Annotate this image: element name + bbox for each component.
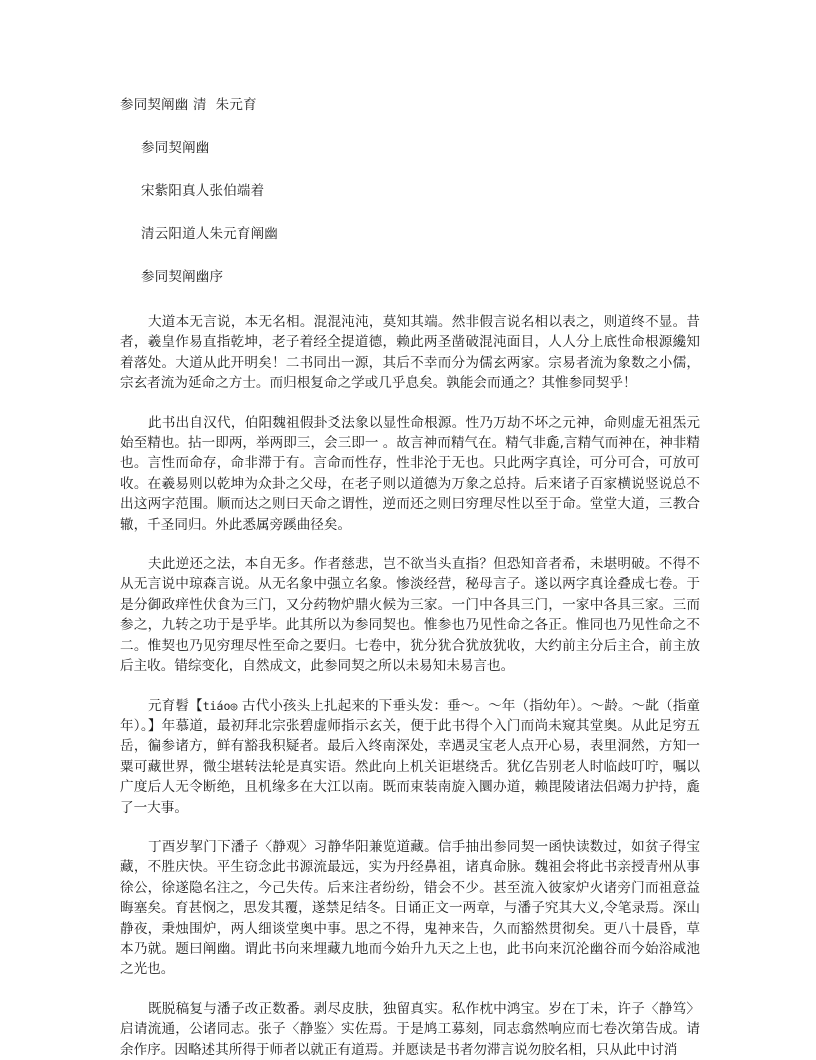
paragraph-2: 此书出自汉代，伯阳魏祖假卦爻法象以显性命根源。性乃万劫不坏之元神，命则虚无祖炁元始至精也。拈一即两，举两即三，会三即一 。故言神而精气在。精气非麁,言精气而神在，神非精也。言性而命存，命非滞于有。言命而性存，性非沦于无也。只此两字真诠，可分可合，可放可收。在羲易则以乾坤为众卦之父母，在老子则以道德为万象之总持。后来诸子百家横说竖说总不出这两字范围。顺而达之则曰天命之谓性，逆而还之则曰穷理尽性以至于命。堂堂大道，三教合辙，千圣同归。外此悉属旁蹊曲径矣。 — [120, 414, 700, 533]
document-title-line: 参同契阐幽 清 朱元育 — [120, 97, 257, 113]
paragraph-4-body: 古代小孩头上扎起来的下垂头发：垂～。～年（指幼年）。～龄。～龀（指童年）。】年慕道，最初拜北宗张碧虚师指示玄关，便于此书得个入门而尚未窥其堂奥。从此足穷五岳，徧参诸方，鲜有豁我积疑者。最后入终南深处，幸遇灵宝老人点开心易，表里洞然，方知一粟可藏世界，微尘堪转法轮是真实语。然此向上机关讵堪绕舌。犹亿告别老人时临歧叮咛，嘱以广度后人无令断绝，且机缘多在大江以南。既而束装南旋入圜办道，赖毘陵诸法侣竭力护持，麁了一大事。 — [120, 697, 700, 816]
paragraph-3: 夫此逆还之法，本自无多。作者慈悲，岂不欲当头直指？但恐知音者希，未堪明破。不得不从无言说中琼森言说。从无名象中强立名象。惨淡经营，秘母言子。遂以两字真诠叠成七卷。于是分御政痒性伏食为三门，又分药物炉鼎火候为三家。一门中各具三门，一家中各具三家。三而参之，九转之功于是乎毕。此其所以为参同契也。惟参也乃见性命之各正。惟同也乃见性命之不二。惟契也乃见穷理尽性至命之要归。七卷中，犹分犹合犹放犹收，大约前主分后主合，前主放后主收。错综变化，自然成文，此参同契之所以未易知未易言也。 — [120, 556, 700, 675]
heading-work-title: 参同契阐幽 — [141, 140, 210, 156]
heading-author-attribution: 宋紫阳真人张伯端着 — [141, 183, 265, 199]
paragraph-6: 既脱稿复与潘子改正数番。剥尽皮肤，独留真实。私作枕中鸿宝。岁在丁未，许子〈静笃〉启请流通，公诸同志。张子〈静鉴〉实佐焉。于是鸠工募刻，同志翕然响应而七卷次第告成。请余作序。因略述其所得于师者以就正有道焉。并愿读是书者勿滞言说勿胶名相，只从此中讨消 — [120, 1000, 700, 1058]
paragraph-1: 大道本无言说，本无名相。混混沌沌，莫知其端。然非假言说名相以表之，则道终不显。昔者，羲皇作易直指乾坤，老子着经全提道德，赖此两圣凿破混沌面目，人人分上底性命根源纔知着落处。大道从此开明矣！二书同出一源，其后不幸而分为儒玄两家。宗易者流为象数之小儒，宗玄者流为延命之方士。而归根复命之学或几乎息矣。孰能会而通之？其惟参同契乎！ — [120, 314, 700, 392]
paragraph-4 — [120, 696, 700, 818]
heading-preface-title: 参同契阐幽序 — [141, 269, 224, 285]
paragraph-4-prefix: 元育髫【 — [148, 697, 203, 714]
heading-commentator-attribution: 清云阳道人朱元育阐幽 — [141, 226, 278, 242]
paragraph-4-pinyin-gloss: tiáo◎ — [202, 698, 238, 713]
paragraph-5: 丁酉岁挈门下潘子〈静观〉习静华阳兼览道藏。信手抽出参同契一函快读数过，如贫子得宝藏，不胜庆快。平生窃念此书源流最远，实为丹经鼻祖，诸真命脉。魏祖会将此书亲授青州从事徐公，徐遂隐名注之，今己失传。后来注者纷纷，错会不少。甚至流入彼家炉火诸旁门而祖意益晦塞矣。育甚悯之，思发其覆，遂禁足结冬。日诵正文一两章，与潘子究其大义,令笔录焉。深山静夜，秉烛围炉，两人细谈堂奥中事。思之不得，鬼神来告，久而豁然贯彻矣。更八十晨昏，草本乃就。题曰阐幽。谓此书向来埋藏九地而今始升九天之上也，此书向来沉沦幽谷而今始浴咸池之光也。 — [120, 838, 700, 978]
